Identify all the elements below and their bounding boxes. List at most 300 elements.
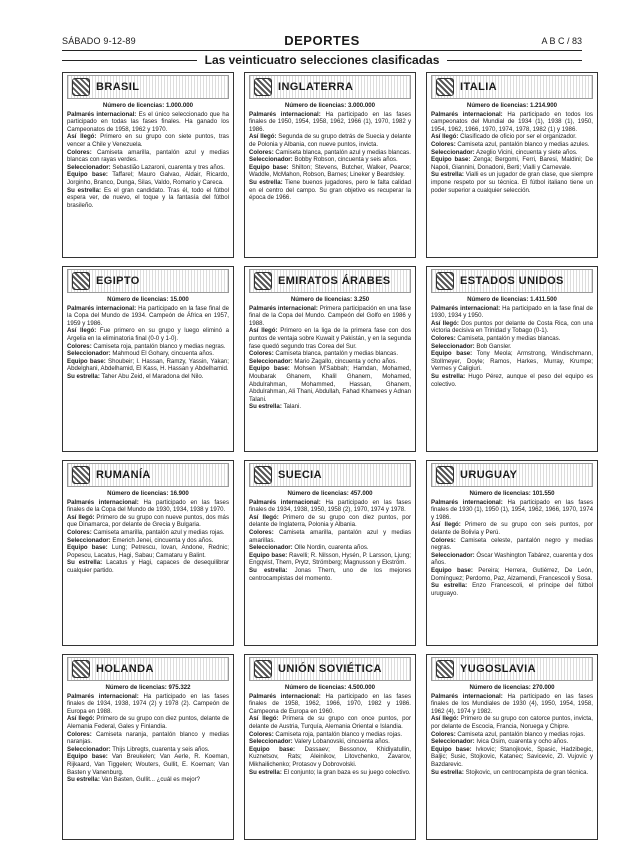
registered-label: Número de licencias: — [290, 296, 353, 303]
registered-value: 975.322 — [168, 684, 191, 691]
team-name: YUGOSLAVIA — [460, 663, 536, 675]
registered-label: Número de licencias: — [107, 296, 169, 303]
paragraph-text: Jonas Thern, uno de los mejores centrocampistas del momento. — [249, 566, 412, 582]
paragraph-text: Talani. — [283, 403, 302, 411]
team-paragraph — [431, 335, 593, 343]
team-name: URUGUAY — [460, 469, 518, 481]
paragraph-label: Así llegó: — [67, 327, 97, 335]
paragraph-label: Seleccionador: — [67, 536, 111, 544]
team-registered — [431, 490, 593, 498]
registered-label: Número de licencias: — [466, 102, 529, 109]
paragraph-text: Camiseta celeste, pantalón negro y medias negras. — [431, 536, 593, 552]
paragraph-text: Lung; Petrescu, Iovan, Andone, Rednic; Popescu, Lacatus, Hagi, Sabau; Camataru y Balint. — [67, 544, 229, 559]
paragraph-label: Palmarés internacional: — [249, 304, 318, 312]
team-paragraph — [431, 111, 593, 134]
team-card — [244, 72, 416, 258]
team-card — [62, 72, 234, 258]
team-paragraph — [67, 327, 229, 342]
team-paragraph — [431, 305, 593, 320]
team-paragraph — [431, 769, 593, 777]
team-card — [62, 460, 234, 646]
paragraph-text: Primero en la liga de la primera fase con dos puntos de ventaja sobre Kuwait y Pakistán, y en la segunda fase quedó segundo tras Corea del Sur. — [249, 327, 411, 350]
registered-label: Número de licencias: — [469, 490, 531, 497]
paragraph-text: Segunda de su grupo detrás de Suecia y delante de Polonia y Albania, con nueve puntos, invicta. — [249, 133, 411, 148]
team-card-header — [67, 463, 229, 487]
paragraph-label: Palmarés internacional: — [67, 498, 139, 506]
paragraph-text: Clasificado de oficio por ser el organizador. — [460, 133, 577, 141]
paragraph-text: Camiseta roja, pantalón blanco y medias rojas. — [275, 730, 403, 738]
team-paragraph — [431, 373, 593, 388]
section-banner — [62, 52, 582, 68]
registered-value: 4.500.000 — [347, 684, 376, 691]
flag-icon — [436, 78, 454, 96]
paragraph-label: Así llegó: — [67, 133, 97, 141]
paragraph-text: Ha participado en las fases finales de 1950, 1954, 1958, 1962, 1966 (1), 1970, 1982 y 1986. — [249, 110, 411, 133]
paragraph-text: Taffarel; Mauro Galvao, Aldair, Ricardo, Jorginho, Branco, Dunga, Silas, Valdo, Romario y Careca. — [67, 171, 229, 186]
flag-icon — [254, 272, 272, 290]
registered-value: 1.000.000 — [165, 102, 194, 109]
team-name: ITALIA — [460, 81, 498, 93]
paragraph-label: Colores: — [67, 342, 92, 350]
team-card — [426, 654, 598, 840]
paragraph-label: Colores: — [431, 730, 456, 738]
team-card — [244, 460, 416, 646]
paragraph-text: Shoubeir; I. Hassan, Ramzy, Yassin, Yakan; Abdelghani, Abdelhamid, El Kass, H. Hassan y Abdelhamid. — [67, 357, 229, 373]
paragraph-text: Ha participado en todos los campeonatos del Mundial de 1934 (1), 1938 (1), 1950, 1954, 1962, 1966, 1970, 1974, 1978, 1982 (1) y 1986. — [431, 110, 593, 133]
team-paragraph — [431, 537, 593, 552]
paragraph-label: Colores: — [249, 148, 274, 156]
team-paragraph — [249, 552, 411, 567]
team-paragraph — [431, 171, 593, 194]
registered-label: Número de licencias: — [107, 490, 169, 497]
team-card-header — [67, 269, 229, 293]
team-paragraph — [67, 164, 229, 172]
paragraph-text: Bobby Robson, cincuenta y seis años. — [294, 156, 398, 164]
paragraph-text: Es el gran candidato. Tras él, todo el fútbol espera ver, de nuevo, el toque y la fantasía del fútbol brasileño. — [67, 186, 229, 209]
team-card — [62, 266, 234, 452]
paragraph-label: Su estrella: — [249, 178, 283, 186]
paragraph-text: Ivkovic; Stanojkovic, Spasic, Hadzibegic, Baljic; Susic, Stojkovic, Katanec; Savicevic, Zl. Vujovic y Bazdarevic. — [431, 745, 593, 768]
header-section: DEPORTES — [284, 33, 360, 48]
registered-value: 1.214.900 — [529, 102, 558, 109]
paragraph-text: Ha participado en la fase final de 1930, 1934 y 1950. — [431, 304, 593, 320]
team-paragraph — [431, 738, 593, 746]
team-paragraph — [431, 567, 593, 582]
team-paragraph — [431, 350, 593, 373]
paragraph-text: Ha participado en las fases finales de 1930 (1), 1950 (1), 1954, 1962, 1966, 1970, 1974 y 1986. — [431, 498, 593, 521]
team-paragraph — [67, 149, 229, 164]
paragraph-text: Primero de su grupo con diez puntos, por delante de Inglaterra, Polonia y Albania. — [249, 513, 411, 529]
paragraph-label: Su estrella: — [431, 372, 466, 380]
team-registered — [67, 102, 229, 110]
paragraph-label: Colores: — [249, 350, 274, 358]
paragraph-label: Colores: — [67, 528, 92, 536]
team-paragraph — [249, 111, 411, 134]
team-name: UNIÓN SOVIÉTICA — [278, 663, 382, 675]
team-registered — [431, 684, 593, 692]
team-name: SUECIA — [278, 469, 322, 481]
paragraph-label: Equipo base: — [249, 551, 288, 559]
paragraph-label: Palmarés internacional: — [249, 498, 321, 506]
paragraph-text: Tiene buenos jugadores, pero le falta calidad en el centro del campo. Su gran objetivo es recuperar la época de 1966. — [249, 178, 411, 202]
team-paragraph — [431, 693, 593, 716]
flag-icon — [436, 660, 454, 678]
team-paragraph — [67, 514, 229, 529]
team-registered — [249, 102, 411, 110]
paragraph-text: Camiseta naranja, pantalón blanco y medias naranjas. — [67, 730, 229, 746]
paragraph-text: Lacatus y Hagi, capaces de desequilibrar cualquier partido. — [67, 559, 229, 574]
paragraph-text: Bob Gansler. — [476, 342, 512, 350]
team-registered — [431, 102, 593, 110]
team-paragraph — [67, 373, 229, 381]
flag-icon — [72, 78, 90, 96]
flag-icon — [254, 78, 272, 96]
team-paragraph — [249, 544, 411, 552]
team-paragraph — [67, 559, 229, 574]
paragraph-text: Van Basten, Gullit... ¿cuál es mejor? — [101, 776, 201, 784]
team-name: EGIPTO — [96, 275, 140, 287]
registered-label: Número de licencias: — [467, 296, 529, 303]
team-paragraph — [67, 529, 229, 537]
team-paragraph — [67, 171, 229, 186]
paragraph-text: Primero de su grupo con catorce puntos, invicta, por delante de Escocia, Francia, Noruega y Chipre. — [431, 715, 593, 730]
registered-label: Número de licencias: — [287, 490, 349, 497]
paragraph-text: Es el único seleccionado que ha participado en todas las fases finales. Ha ganado los Campeonatos de 1958, 1962 y 1970. — [67, 110, 229, 133]
team-registered — [249, 296, 411, 304]
paragraph-text: Camiseta amarilla, pantalón azul y medias amarillas. — [249, 528, 411, 544]
paragraph-label: Su estrella: — [249, 768, 282, 776]
paragraph-text: Óscar Washington Tabárez, cuarenta y dos años. — [431, 551, 593, 567]
team-paragraph — [249, 715, 411, 730]
paragraph-text: Thijs Libregts, cuarenta y seis años. — [112, 745, 210, 753]
team-paragraph — [67, 776, 229, 784]
team-paragraph — [249, 529, 411, 544]
paragraph-label: Colores: — [249, 528, 274, 536]
paragraph-text: Primera participación en una fase final de la Copa del Mundo. Campeón del Golfo en 1986 y 1988. — [249, 304, 411, 327]
paragraph-label: Palmarés internacional: — [431, 692, 503, 700]
flag-icon — [436, 272, 454, 290]
paragraph-label: Palmarés internacional: — [431, 110, 503, 118]
paragraph-label: Equipo base: — [249, 163, 289, 171]
paragraph-text: Stojkovic, un centrocampista de gran técnica. — [465, 768, 589, 776]
team-card-header — [249, 269, 411, 293]
team-card — [426, 72, 598, 258]
paragraph-label: Colores: — [431, 140, 456, 148]
registered-value: 3.000.000 — [347, 102, 376, 109]
paragraph-text: Shilton; Stevens, Butcher, Walker, Pearce; Waddle, McMahon, Robson, Barnes; Lineker y Beardsley. — [249, 163, 411, 179]
paragraph-text: Sebastião Lazaroni, cuarenta y tres años. — [112, 163, 225, 171]
team-paragraph — [249, 769, 411, 777]
registered-value: 1.411.500 — [530, 296, 557, 303]
flag-icon — [436, 466, 454, 484]
paragraph-text: Ravelli; R. Nilsson, Hysén, P. Larsson, Ljung; Engqvist, Thern, Prytz, Strömberg; Magnusson y Ekström. — [249, 551, 411, 567]
paragraph-label: Palmarés internacional: — [67, 692, 139, 700]
paragraph-text: Azeglio Vicini, cincuenta y siete años. — [476, 148, 578, 156]
paragraph-text: Camiseta roja, pantalón blanco y medias negras. — [93, 342, 226, 350]
team-paragraph — [249, 350, 411, 358]
paragraph-text: Ivica Osim, cuarenta y ocho años. — [476, 738, 569, 746]
paragraph-label: Equipo base: — [67, 753, 108, 761]
paragraph-label: Seleccionador: — [67, 163, 111, 171]
paragraph-text: Valery Lobanovski, cincuenta años. — [294, 738, 390, 746]
team-paragraph — [67, 343, 229, 351]
paragraph-label: Su estrella: — [249, 566, 288, 574]
team-card-header — [67, 75, 229, 99]
team-paragraph — [67, 350, 229, 358]
team-paragraph — [67, 746, 229, 754]
paragraph-text: Camiseta blanca, pantalón azul y medias blancas. — [275, 148, 411, 156]
paragraph-text: Zenga; Bergomi, Ferri, Baresi, Maldini; De Napoli, Giannini, Donadoni, Berti; Vialli y Carnevale. — [431, 156, 593, 171]
paragraph-text: El conjunto; la gran baza es su juego colectivo. — [283, 768, 411, 776]
paragraph-label: Así llegó: — [431, 319, 459, 327]
paragraph-text: Van Breukelen; Van Aerle, R. Koeman, Rijkaard, Van Tiggelen; Wouters, Gullit, E. Koeman; Van Basten y Vanenburg. — [67, 753, 229, 776]
paragraph-text: Pereira; Herrera, Gutiérrez, De León, Domínguez; Perdomo, Paz, Alzamendi, Francescoli y Sosa. — [431, 566, 593, 582]
paragraph-label: Colores: — [249, 730, 274, 738]
team-paragraph — [249, 133, 411, 148]
team-paragraph — [67, 358, 229, 373]
team-paragraph — [431, 552, 593, 567]
paragraph-label: Su estrella: — [67, 372, 100, 380]
team-paragraph — [249, 305, 411, 328]
registered-value: 270.000 — [532, 684, 555, 691]
paragraph-label: Su estrella: — [431, 768, 464, 776]
registered-value: 457.000 — [350, 490, 373, 497]
team-card-header — [431, 269, 593, 293]
team-paragraph — [431, 141, 593, 149]
flag-icon — [254, 466, 272, 484]
registered-label: Número de licencias: — [284, 102, 347, 109]
banner-title: Las veinticuatro selecciones clasificadas — [204, 53, 440, 67]
team-card-header — [249, 75, 411, 99]
paragraph-label: Seleccionador: — [249, 156, 293, 164]
team-paragraph — [249, 738, 411, 746]
paragraph-label: Equipo base: — [249, 365, 290, 373]
team-paragraph — [249, 746, 411, 769]
team-card — [244, 654, 416, 840]
team-paragraph — [431, 156, 593, 171]
paragraph-text: Ha participado en las fases finales de 1934, 1938, 1950, 1958 (2), 1970, 1974 y 1978. — [249, 498, 411, 514]
paragraph-label: Seleccionador: — [249, 357, 293, 365]
paragraph-label: Su estrella: — [249, 403, 282, 411]
paragraph-text: Primero de su grupo con seis puntos, por delante de Bolivia y Perú. — [431, 521, 593, 536]
team-card — [62, 654, 234, 840]
banner-rule-left — [62, 60, 197, 61]
team-registered — [67, 490, 229, 498]
paragraph-text: Camiseta blanca, pantalón y medias blancas. — [275, 350, 399, 358]
paragraph-label: Equipo base: — [431, 350, 473, 358]
team-card — [426, 266, 598, 452]
team-paragraph — [67, 731, 229, 746]
paragraph-label: Su estrella: — [67, 776, 100, 784]
team-paragraph — [249, 499, 411, 514]
paragraph-label: Equipo base: — [431, 156, 471, 164]
paragraph-label: Su estrella: — [67, 559, 103, 567]
team-registered — [67, 684, 229, 692]
paragraph-text: Ha participado en las fases finales de 1934, 1938, 1974 (2) y 1978 (2). Campeón de Europa en 1988. — [67, 692, 229, 715]
paragraph-text: Camiseta azul, pantalón blanco y medias rojas. — [457, 730, 586, 738]
flag-icon — [72, 466, 90, 484]
paragraph-label: Colores: — [67, 730, 92, 738]
registered-label: Número de licencias: — [105, 684, 167, 691]
paragraph-label: Así llegó: — [249, 715, 279, 723]
team-paragraph — [67, 537, 229, 545]
paragraph-label: Seleccionador: — [431, 738, 475, 746]
paragraph-label: Así llegó: — [249, 133, 277, 141]
paragraph-label: Palmarés internacional: — [431, 304, 501, 312]
team-paragraph — [67, 305, 229, 328]
paragraph-text: Mario Zagallo, cincuenta y ocho años. — [294, 357, 398, 365]
paragraph-label: Así llegó: — [67, 715, 95, 723]
registered-value: 15.000 — [170, 296, 189, 303]
flag-icon — [72, 660, 90, 678]
team-paragraph — [249, 731, 411, 739]
team-registered — [249, 684, 411, 692]
paragraph-text: Dos puntos por delante de Costa Rica, con una victoria decisiva en Trinidad y Tobago (0-1). — [431, 319, 593, 335]
team-card-header — [67, 657, 229, 681]
team-paragraph — [249, 164, 411, 179]
paragraph-label: Así llegó: — [249, 513, 279, 521]
paragraph-text: Emerich Jenei, cincuenta y dos años. — [112, 536, 214, 544]
team-paragraph — [67, 693, 229, 716]
header-page-number: A B C / 83 — [541, 36, 582, 46]
paragraph-label: Su estrella: — [431, 171, 464, 179]
paragraph-label: Palmarés internacional: — [67, 304, 137, 312]
paragraph-label: Seleccionador: — [431, 148, 475, 156]
team-paragraph — [249, 403, 411, 411]
paragraph-label: Equipo base: — [67, 171, 108, 179]
team-paragraph — [249, 179, 411, 202]
team-paragraph — [431, 746, 593, 769]
paragraph-label: Así llegó: — [431, 521, 461, 529]
paragraph-text: Vialli es un jugador de gran clase, que siempre impone respeto por su técnica. El fútbol italiano tiene un poder superior a cualquier selección. — [431, 171, 593, 194]
paragraph-text: Tony Meola; Armstrong, Windischmann, Stollmeyer, Doyle; Ramos, Harkes, Murray, Krumpe; Vermes y Caligiuri. — [431, 350, 593, 373]
team-paragraph — [431, 499, 593, 522]
registered-value: 3.250 — [353, 296, 370, 303]
paragraph-label: Equipo base: — [431, 745, 472, 753]
paragraph-text: Ha participado en la fase final de la Copa del Mundo de 1934. Campeón de África en 1957, 1959 y 1986. — [67, 304, 229, 327]
registered-value: 101.550 — [532, 490, 555, 497]
paragraph-text: Ha participado en las fases finales de la Copa del Mundo de 1930, 1934, 1938 y 1970. — [67, 498, 229, 514]
flag-icon — [72, 272, 90, 290]
registered-label: Número de licencias: — [284, 684, 347, 691]
team-paragraph — [431, 149, 593, 157]
paragraph-label: Colores: — [431, 334, 456, 342]
paragraph-text: Camiseta amarilla, pantalón azul y medias rojas. — [93, 528, 225, 536]
paragraph-label: Así llegó: — [249, 327, 278, 335]
team-name: ESTADOS UNIDOS — [460, 275, 564, 287]
paragraph-label: Seleccionador: — [431, 342, 475, 350]
team-paragraph — [431, 320, 593, 335]
team-paragraph — [249, 365, 411, 403]
paragraph-label: Así llegó: — [431, 715, 459, 723]
paragraph-text: Primero de su grupo con diez puntos, delante de Alemania Federal, Gales y Finlandia. — [67, 715, 229, 730]
paragraph-label: Su estrella: — [67, 186, 102, 194]
paragraph-label: Palmarés internacional: — [67, 110, 137, 118]
paragraph-text: Fue primero en su grupo y luego eliminó a Argelia en la eliminatoria final (0-0 y 1-0). — [67, 327, 229, 342]
paragraph-label: Su estrella: — [431, 582, 468, 590]
team-registered — [249, 490, 411, 498]
paragraph-label: Seleccionador: — [431, 551, 475, 559]
paragraph-label: Palmarés internacional: — [249, 692, 321, 700]
team-name: HOLANDA — [96, 663, 154, 675]
registered-label: Número de licencias: — [102, 102, 165, 109]
paragraph-label: Colores: — [67, 148, 92, 156]
team-registered — [431, 296, 593, 304]
paragraph-text: Primero de su grupo con nueve puntos, dos más que Dinamarca, por delante de Grecia y Bulgaria. — [67, 513, 229, 529]
team-paragraph — [249, 514, 411, 529]
team-name: BRASIL — [96, 81, 140, 93]
team-name: EMIRATOS ÁRABES — [278, 275, 391, 287]
team-paragraph — [431, 343, 593, 351]
paragraph-label: Palmarés internacional: — [249, 110, 321, 118]
flag-icon — [254, 660, 272, 678]
team-paragraph — [67, 133, 229, 148]
team-card — [244, 266, 416, 452]
paragraph-text: Camiseta, pantalón y medias blancas. — [457, 334, 561, 342]
team-paragraph — [67, 544, 229, 559]
paragraph-label: Seleccionador: — [249, 544, 293, 552]
paragraph-label: Colores: — [431, 536, 456, 544]
registered-label: Número de licencias: — [469, 684, 531, 691]
team-card-header — [431, 657, 593, 681]
paragraph-text: Mohsen M'Sabbah; Hamdan, Mohamed, Moubarak Ghanem, Khalil Ghanem, Mohamed, Abdulrahman, Mohammed, Hassan, Ghanem, Abdulrahman, Ali Thani, Abdullah, Fahad Khamees y Adnan Talani. — [249, 365, 411, 403]
banner-rule-right — [447, 60, 582, 61]
team-paragraph — [431, 731, 593, 739]
paragraph-text: Enzo Francescoli, el príncipe del fútbol uruguayo. — [431, 582, 593, 597]
team-paragraph — [249, 693, 411, 716]
paragraph-label: Así llegó: — [431, 133, 459, 141]
paragraph-text: Mahmoud El Gohary, cincuenta años. — [112, 350, 214, 358]
team-paragraph — [67, 111, 229, 134]
team-registered — [67, 296, 229, 304]
team-paragraph — [431, 582, 593, 597]
paragraph-label: Equipo base: — [431, 566, 473, 574]
paragraph-text: Primera de su grupo con once puntos, por delante de Austria, Turquía, Alemania Oriental e Islandia. — [249, 715, 411, 730]
paragraph-label: Seleccionador: — [67, 350, 111, 358]
team-paragraph — [431, 715, 593, 730]
paragraph-label: Seleccionador: — [67, 745, 111, 753]
team-paragraph — [67, 187, 229, 210]
team-paragraph — [67, 499, 229, 514]
paragraph-text: Dassaev; Bessonov, Khidiyatullin, Kuznetsov, Rats; Aleinikov, Litovchenko, Zavarov, Mikhailichenko; Protasov y Dobrovolski. — [249, 745, 411, 768]
team-paragraph — [249, 567, 411, 582]
team-card-header — [249, 657, 411, 681]
paragraph-text: Primero en su grupo con siete puntos, tras vencer a Chile y Venezuela. — [67, 133, 229, 148]
team-paragraph — [249, 156, 411, 164]
header-date: SÁBADO 9-12-89 — [62, 36, 136, 46]
paragraph-text: Ha participado en las fases finales de los Mundiales de 1930 (4), 1950, 1954, 1958, 1962 (4), 1974 y 1982. — [431, 692, 593, 715]
paragraph-text: Hugo Pérez, aunque el peso del equipo es colectivo. — [431, 372, 593, 388]
paragraph-text: Taher Abu Zeid, el Maradona del Nilo. — [101, 372, 204, 380]
team-card-header — [431, 463, 593, 487]
team-card-header — [431, 75, 593, 99]
team-card — [426, 460, 598, 646]
page-header — [62, 34, 582, 51]
paragraph-label: Equipo base: — [249, 745, 296, 753]
team-paragraph — [67, 715, 229, 730]
team-paragraph — [249, 358, 411, 366]
paragraph-label: Palmarés internacional: — [431, 498, 503, 506]
paragraph-label: Equipo base: — [67, 357, 106, 365]
paragraph-label: Así llegó: — [67, 513, 95, 521]
team-name: RUMANÍA — [96, 469, 151, 481]
team-grid — [62, 72, 598, 842]
team-paragraph — [249, 149, 411, 157]
paragraph-label: Equipo base: — [67, 544, 108, 552]
paragraph-text: Olle Nordin, cuarenta años. — [294, 544, 369, 552]
team-paragraph — [431, 133, 593, 141]
paragraph-text: Camiseta azul, pantalón blanco y medias azules. — [457, 140, 590, 148]
